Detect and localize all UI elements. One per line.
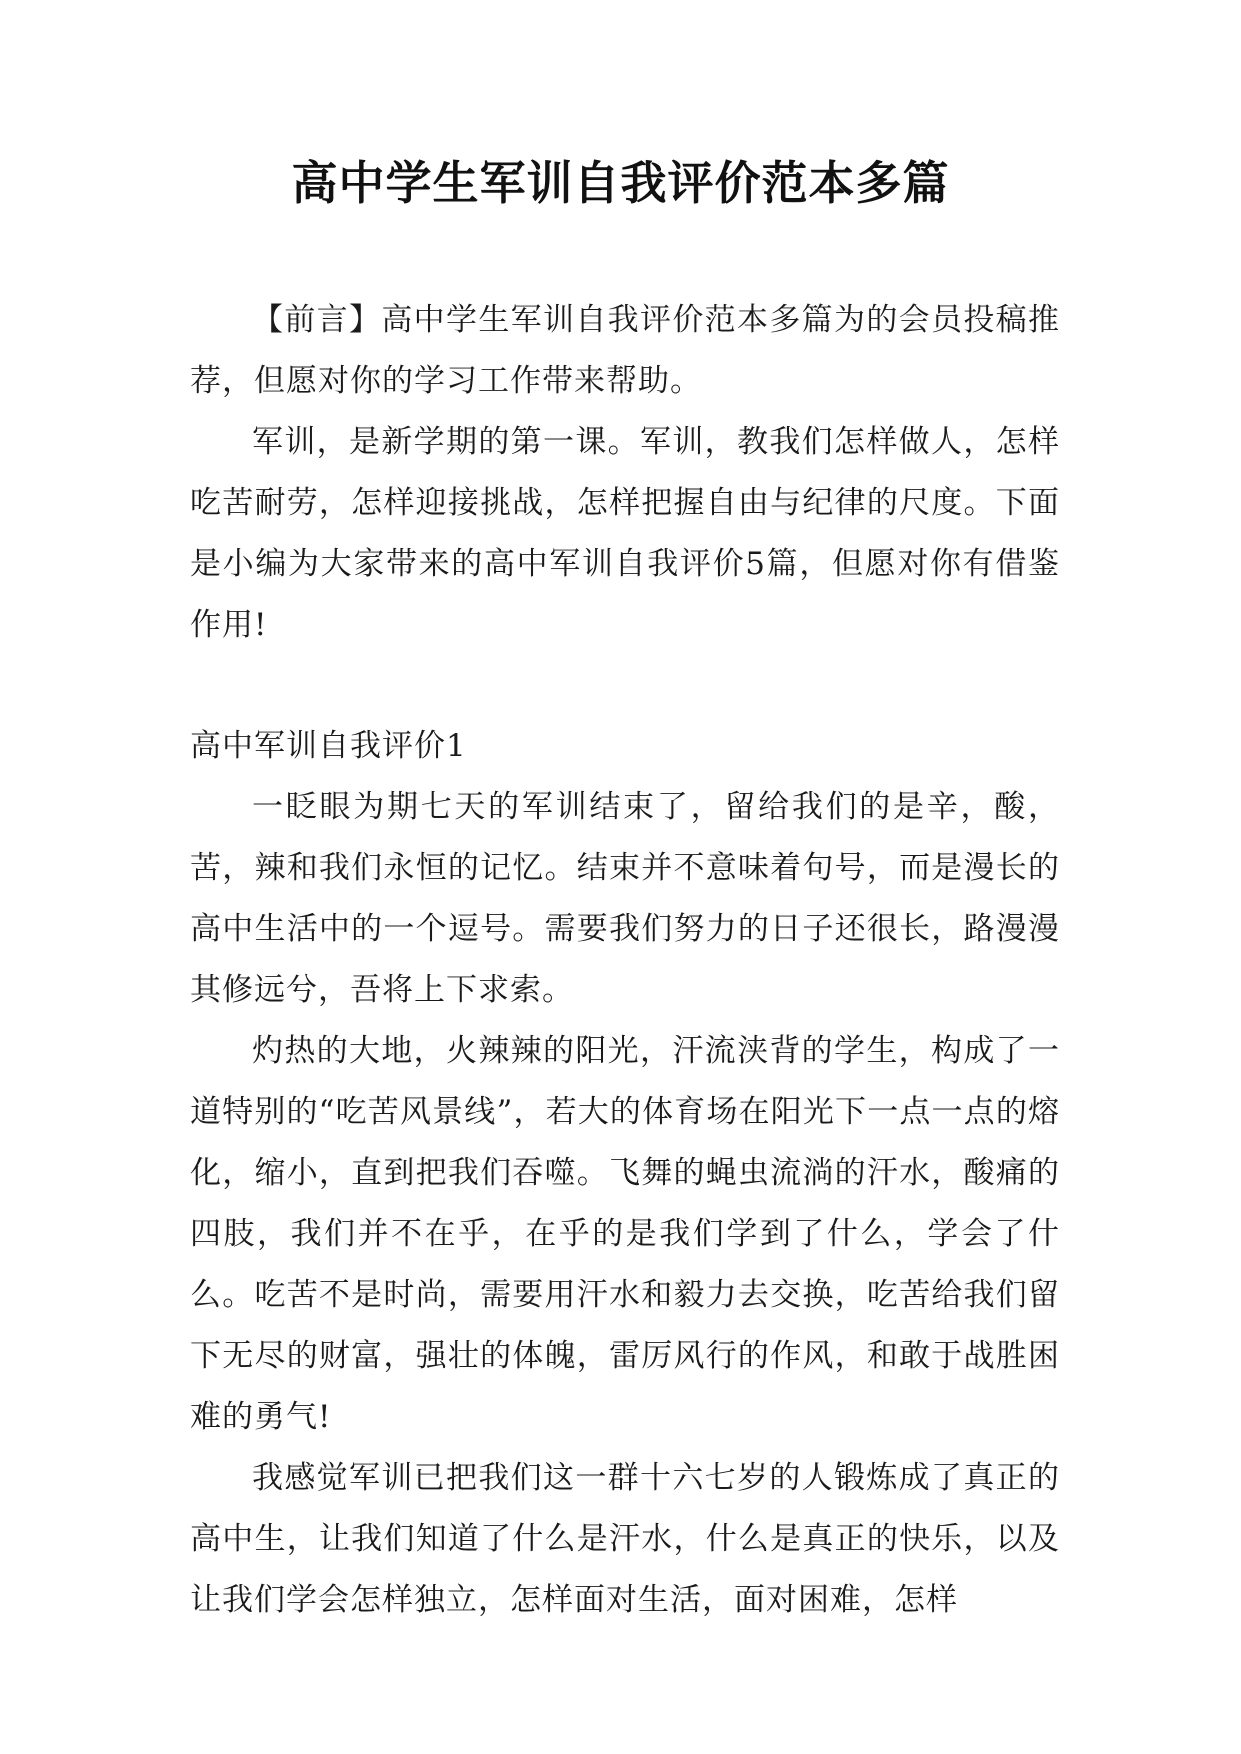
document-title: 高中学生军训自我评价范本多篇 (291, 156, 950, 210)
document-body (190, 290, 1060, 1631)
body-paragraph: 一眨眼为期七天的军训结束了，留给我们的是辛，酸，苦，辣和我们永恒的记忆。结束并不意味着句号，而是漫长的高中生活中的一个逗号。需要我们努力的日子还很长，路漫漫其修远兮，吾将上下求索。 (190, 789, 1060, 1008)
preface-paragraph: 【前言】高中学生军训自我评价范本多篇为的会员投稿推荐，但愿对你的学习工作带来帮助。 (190, 302, 1060, 399)
body-paragraph: 我感觉军训已把我们这一群十六七岁的人锻炼成了真正的高中生，让我们知道了什么是汗水，什么是真正的快乐，以及让我们学会怎样独立，怎样面对生活，面对困难，怎样 (190, 1460, 1060, 1618)
section-spacer (190, 656, 1060, 716)
section-heading: 高中军训自我评价1 (190, 728, 467, 764)
intro-paragraph: 军训，是新学期的第一课。军训，教我们怎样做人，怎样吃苦耐劳，怎样迎接挑战，怎样把握自由与纪律的尺度。下面是小编为大家带来的高中军训自我评价5篇，但愿对你有借鉴作用! (190, 424, 1060, 643)
body-paragraph: 灼热的大地，火辣辣的阳光，汗流浃背的学生，构成了一道特别的“吃苦风景线”，若大的体育场在阳光下一点一点的熔化，缩小，直到把我们吞噬。飞舞的蝇虫流淌的汗水，酸痛的四肢，我们并不在乎，在乎的是我们学到了什么，学会了什么。吃苦不是时尚，需要用汗水和毅力去交换，吃苦给我们留下无尽的财富，强壮的体魄，雷厉风行的作风，和敢于战胜困难的勇气! (190, 1033, 1060, 1435)
